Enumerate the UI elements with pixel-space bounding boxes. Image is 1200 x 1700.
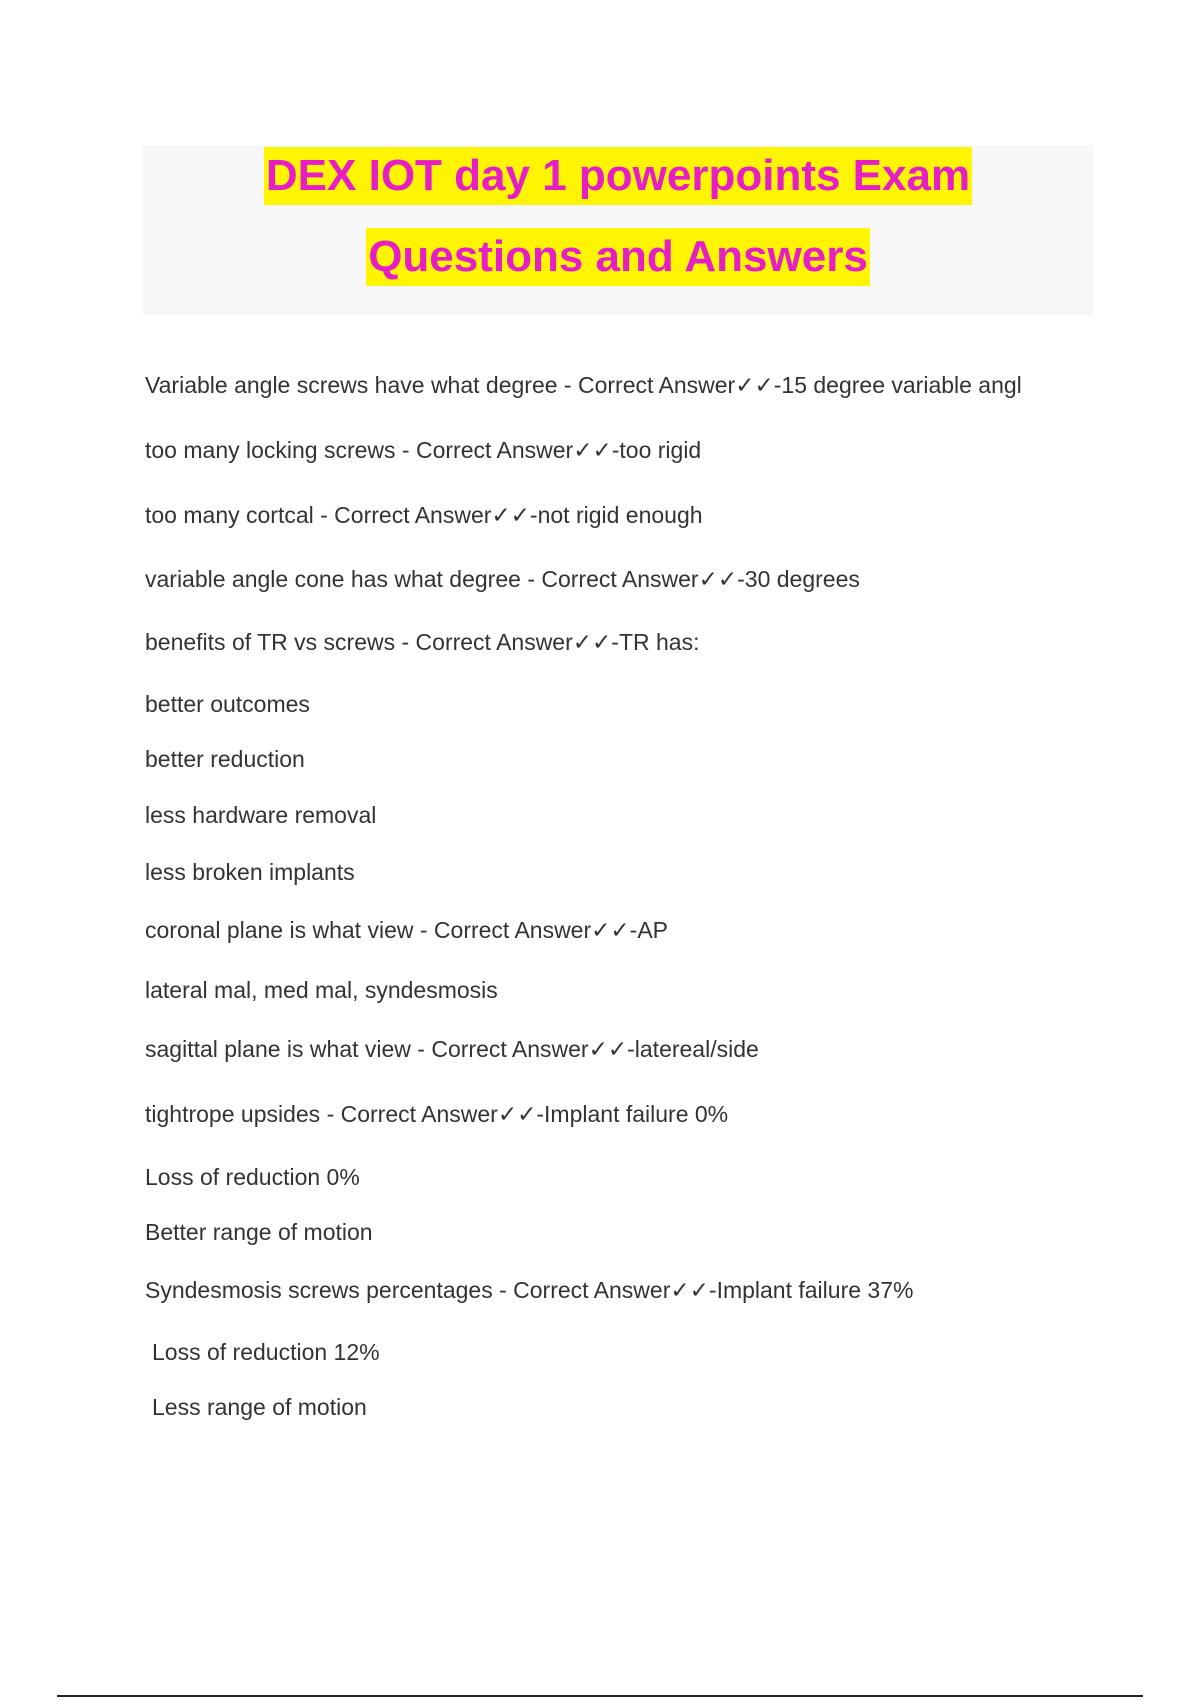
qa-line: too many cortcal - Correct Answer✓✓-not rigid enough [145,502,703,528]
qa-line: less hardware removal [145,802,377,828]
qa-line: Syndesmosis screws percentages - Correct Answer✓✓-Implant failure 37% [145,1277,914,1303]
title-line-2-wrapper [143,228,1093,286]
qa-line: sagittal plane is what view - Correct Answer✓✓-latereal/side [145,1036,759,1062]
qa-line: better reduction [145,746,305,772]
qa-line: lateral mal, med mal, syndesmosis [145,977,498,1003]
qa-line: better outcomes [145,691,310,717]
qa-line: tightrope upsides - Correct Answer✓✓-Implant failure 0% [145,1101,729,1127]
document-title-line-1: DEX IOT day 1 powerpoints Exam [264,147,972,205]
qa-line: variable angle cone has what degree - Correct Answer✓✓-30 degrees [145,566,860,592]
qa-line: less broken implants [145,859,355,885]
qa-line: Loss of reduction 12% [152,1339,380,1365]
qa-line: benefits of TR vs screws - Correct Answer✓✓-TR has: [145,629,700,655]
qa-line: Loss of reduction 0% [145,1164,360,1190]
qa-line: coronal plane is what view - Correct Answer✓✓-AP [145,917,669,943]
qa-line: Less range of motion [152,1394,367,1420]
qa-line: Better range of motion [145,1219,373,1245]
footer-divider [57,1695,1143,1697]
title-line-1-wrapper [143,147,1093,205]
qa-line: too many locking screws - Correct Answer✓✓-too rigid [145,437,702,463]
title-banner [143,145,1093,315]
document-title-line-2: Questions and Answers [366,228,870,286]
qa-line: Variable angle screws have what degree - Correct Answer✓✓-15 degree variable angl [145,372,1022,398]
